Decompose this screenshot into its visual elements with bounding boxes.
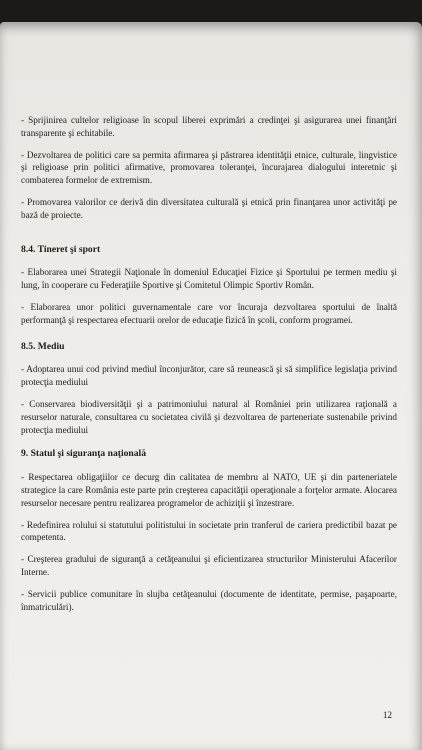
paragraph-religious-support: - Sprijinirea cultelor religioase în scopul liberei exprimări a credinţei şi asigurarea unei finanţări transparente şi echitabile. — [21, 115, 397, 138]
section-heading-national-security: 9. Statul şi siguranţa naţională — [21, 448, 147, 460]
document-page — [0, 22, 422, 750]
paragraph-nato-obligations: - Respectarea obligaţiilor ce decurg din calitatea de membru al NATO, UE şi din parteneriatele strategice la care România este parte prin creşterea capacităţii operaţionale a forţelor armate. Alocarea resurselor necesare pentru realizarea programelor de achiziţii şi înzestrare. — [21, 472, 397, 508]
paragraph-sport-policies: - Elaborarea unor politici guvernamentale care vor încuraja dezvoltarea sportului de înaltă performanţă şi respectarea efectuarii orelor de educaţie fizică în şcoli, conform programei. — [21, 301, 397, 325]
paragraph-ethnic-identity: - Dezvoltarea de politici care sa permita afirmarea şi păstrarea identităţii etnice, culturale, lingvistice şi religioase prin politici afirmative, promovarea toleranţei, încurajarea dialogului interetnic şi combaterea formelor de extremism. — [21, 149, 397, 186]
paragraph-public-services: - Servicii publice comunitare în slujba cetăţeanului (documente de identitate, permise, paşapoarte, înmatriculări). — [21, 588, 397, 612]
paragraph-cultural-diversity: - Promovarea valorilor ce derivă din diversitatea culturală şi etnică prin finanţarea unor activităţi pe bază de proiecte. — [21, 196, 397, 220]
section-heading-environment: 8.5. Mediu — [21, 340, 65, 352]
section-heading-youth-sport: 8.4. Tineret şi sport — [21, 243, 101, 255]
page-content — [21, 114, 397, 622]
paragraph-environment-code: - Adoptarea unui cod privind mediul înconjurător, care să reunească şi să simplifice legislaţia privind protecţia mediului — [21, 364, 397, 388]
paragraph-biodiversity: - Conservarea biodiversităţii şi a patrimoniului natural al României prin utilizarea raţională a resurselor naturale, consultarea cu societatea civilă şi dezvoltarea de parteneriate sustenabile privind protecţia mediului — [21, 398, 397, 435]
page-number: 12 — [382, 710, 392, 720]
paragraph-police-role: - Redefinirea rolului si statutului politistului in societate prin tranferul de cariera predictibil bazat pe competenta. — [21, 519, 397, 543]
paragraph-citizen-safety: - Creşterea gradului de siguranţă a cetăţeanului şi eficientizarea structurilor Ministerului Afacerilor Interne. — [21, 554, 397, 577]
paragraph-sport-strategy: - Elaborarea unei Strategii Naţionale în domeniul Educaţiei Fizice şi Sportului pe termen mediu şi lung, în cooperare cu Federaţiile Sportive şi Comitetul Olimpic Sportiv Român. — [21, 267, 397, 291]
